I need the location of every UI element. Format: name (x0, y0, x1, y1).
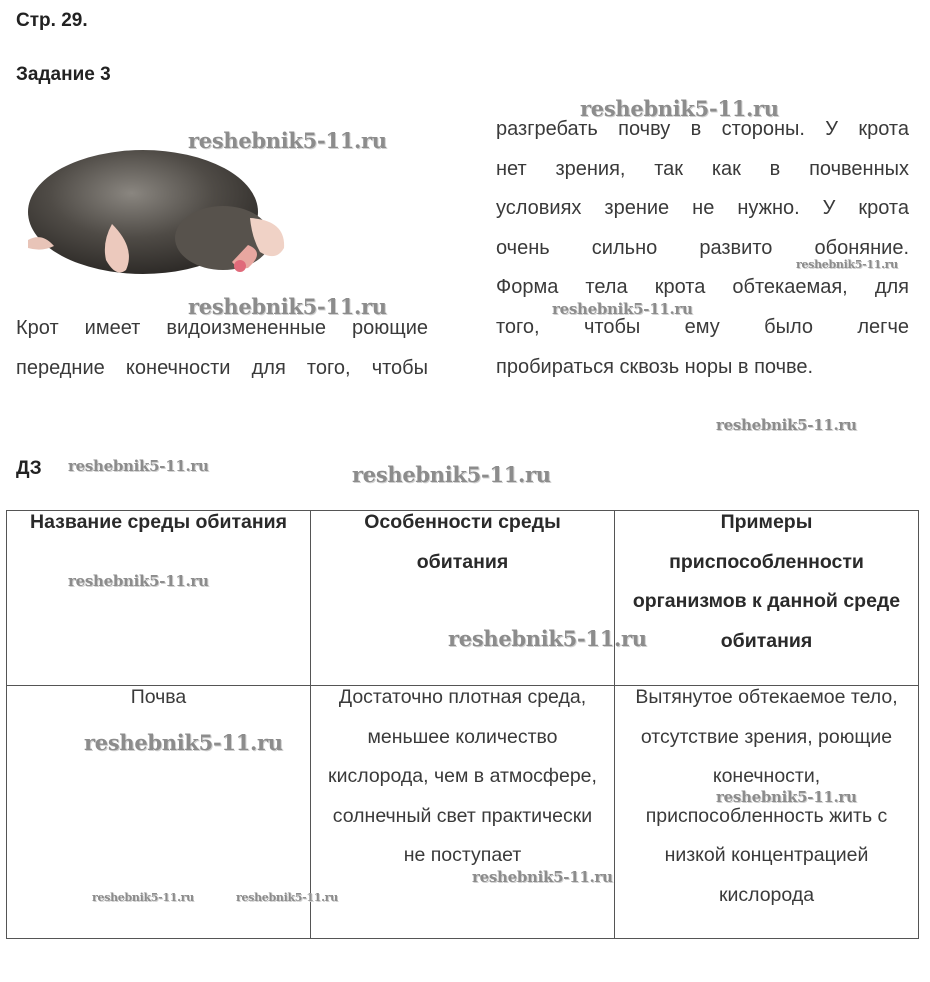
watermark: reshebnik5-11.ru (92, 891, 194, 904)
right-line: пробираться сквозь норы в почве. (496, 355, 814, 378)
table-cell: Почва (7, 686, 311, 939)
table-header-cell: Название среды обитания (7, 511, 311, 686)
homework-title: ДЗ (16, 458, 42, 479)
right-line: того, чтобы ему было легче (496, 315, 909, 338)
watermark: reshebnik5-11.ru (188, 128, 387, 153)
watermark: reshebnik5-11.ru (796, 258, 898, 271)
watermark: reshebnik5-11.ru (552, 300, 693, 318)
table-cell: Достаточно плотная среда, меньшее количество кислорода, чем в атмосфере, солнечный свет практически не поступает (311, 686, 615, 939)
watermark: reshebnik5-11.ru (68, 572, 209, 590)
watermark: reshebnik5-11.ru (352, 462, 551, 487)
right-line: условиях зрение не нужно. У крота (496, 197, 909, 220)
watermark: reshebnik5-11.ru (236, 891, 338, 904)
watermark: reshebnik5-11.ru (84, 730, 283, 755)
page-number-label: Стр. 29. (16, 10, 88, 31)
watermark: reshebnik5-11.ru (472, 868, 613, 886)
watermark: reshebnik5-11.ru (188, 294, 387, 319)
table-cell: Вытянутое обтекаемое тело, отсутствие зрения, роющие конечности, приспособленность жить с низкой концентрацией кислорода (615, 686, 919, 939)
right-line: нет зрения, так как в почвенных (496, 157, 909, 180)
watermark: reshebnik5-11.ru (580, 96, 779, 121)
watermark: reshebnik5-11.ru (448, 626, 647, 651)
watermark: reshebnik5-11.ru (68, 457, 209, 475)
watermark: reshebnik5-11.ru (716, 416, 857, 434)
right-paragraph (496, 110, 909, 387)
right-line: очень сильно развито обоняние. (496, 236, 909, 259)
watermark: reshebnik5-11.ru (716, 788, 857, 806)
table-header-cell: Особенности среды обитания (311, 511, 615, 686)
task-title: Задание 3 (16, 64, 111, 85)
right-line: разгребать почву в стороны. У крота (496, 118, 909, 140)
table-header-row (7, 511, 919, 686)
table-header-cell: Примеры приспособленности организмов к данной среде обитания (615, 511, 919, 686)
left-paragraph: Крот имеет видоизмененные роющие передние конечности для того, чтобы (16, 317, 428, 379)
right-line: Форма тела крота обтекаемая, для (496, 276, 909, 299)
